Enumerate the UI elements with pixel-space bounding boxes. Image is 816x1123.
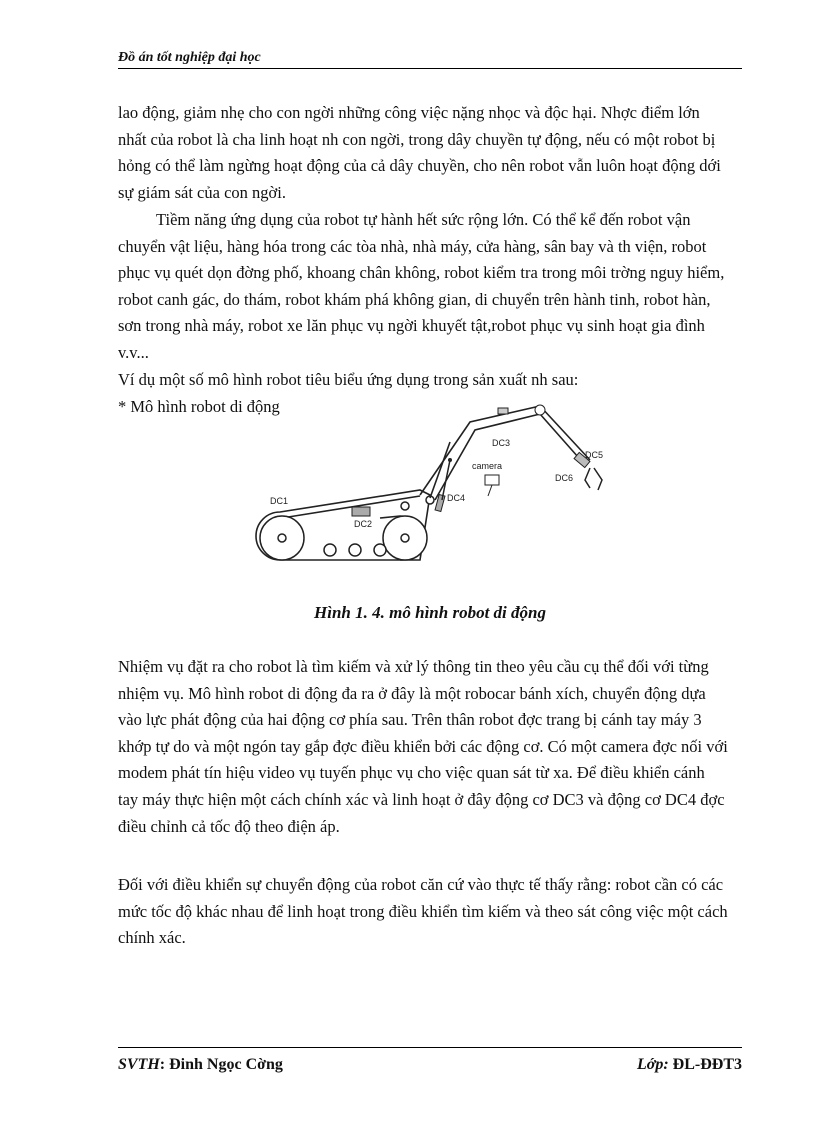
page-footer	[118, 1047, 742, 1074]
paragraph-1: lao động, giảm nhẹ cho con ngời những công việc nặng nhọc và độc hại. Nhợc điểm lớn nhất của robot là cha linh hoạt nh con ngời, trong dây chuyền tự động, nếu có một robot bị hỏng có thể làm ngừng hoạt động của cả dây chuyền, cho nên robot vẫn luôn hoạt động dới sự giám sát của con ngời.	[118, 103, 721, 202]
figure-caption: Hình 1. 4. mô hình robot di động	[314, 603, 546, 622]
dc3-motor	[498, 408, 508, 414]
label-dc1: DC1	[270, 496, 289, 506]
footer-class	[637, 1056, 742, 1074]
student-name: : Đinh Ngọc Cờng	[159, 1056, 283, 1073]
label-dc5: DC5	[585, 450, 604, 460]
label-dc3: DC3	[492, 438, 511, 448]
paragraph-2: Tiềm năng ứng dụng của robot tự hành hết sức rộng lớn. Có thể kể đến robot vận chuyển vật liệu, hàng hóa trong các tòa nhà, nhà máy, cửa hàng, sân bay và th viện, robot phục vụ quét dọn đờng phố, khoang chân không, robot kiểm tra trong môi trờng nguy hiểm, robot canh gác, do thám, robot khám phá không gian, di chuyển trên hành tinh, robot hàn, sơn trong nhà máy, robot xe lăn phục vụ ngời khuyết tật,robot phục vụ sinh hoạt gia đình v.v...	[118, 210, 725, 362]
paragraph-4: * Mô hình robot di động	[118, 397, 280, 416]
footer-student	[118, 1056, 283, 1074]
paragraph-3: Ví dụ một số mô hình robot tiêu biểu ứng dụng trong sản xuất nh sau:	[118, 370, 579, 389]
header-title: Đồ án tốt nghiệp đại học	[118, 50, 261, 65]
gripper	[585, 468, 602, 490]
elbow-joint	[535, 405, 545, 415]
paragraph-5: Nhiệm vụ đặt ra cho robot là tìm kiếm và xử lý thông tin theo yêu cầu cụ thể đối với từng nhiệm vụ. Mô hình robot di động đa ra ở đây là một robocar bánh xích, chuyển động dựa vào lực phát động của hai động cơ phía sau. Trên thân robot đợc trang bị cánh tay máy 3 khớp tự do và một ngón tay gắp đợc điều khiển bởi các động cơ. Có một camera đợc nối với modem phát tín hiệu video vụ tuyến phục vụ cho việc quan sát từ xa. Để điều khiển cánh tay máy thực hiện một cách chính xác và linh hoạt ở đây động cơ DC3 và động cơ DC4 đợc điều chỉnh cả tốc độ theo điện áp.	[118, 657, 728, 836]
svth-label: SVTH	[118, 1056, 160, 1073]
label-camera: camera	[472, 461, 503, 471]
paragraph-6: Đối với điều khiển sự chuyển động của robot căn cứ vào thực tế thấy rằng: robot cần có các mức tốc độ khác nhau để linh hoạt trong điều khiển tìm kiếm và theo sát công việc một cách chính xác.	[118, 875, 728, 948]
page-header	[118, 50, 742, 69]
robot-diagram	[250, 400, 620, 580]
label-dc6: DC6	[555, 473, 574, 483]
label-dc4: DC4	[447, 493, 466, 503]
dc2-motor	[352, 507, 370, 516]
camera-box	[485, 475, 499, 485]
class-label: Lớp:	[636, 1056, 669, 1073]
label-dc2: DC2	[354, 519, 373, 529]
antenna-tip	[448, 458, 452, 462]
class-value: ĐL-ĐĐT3	[668, 1056, 742, 1073]
